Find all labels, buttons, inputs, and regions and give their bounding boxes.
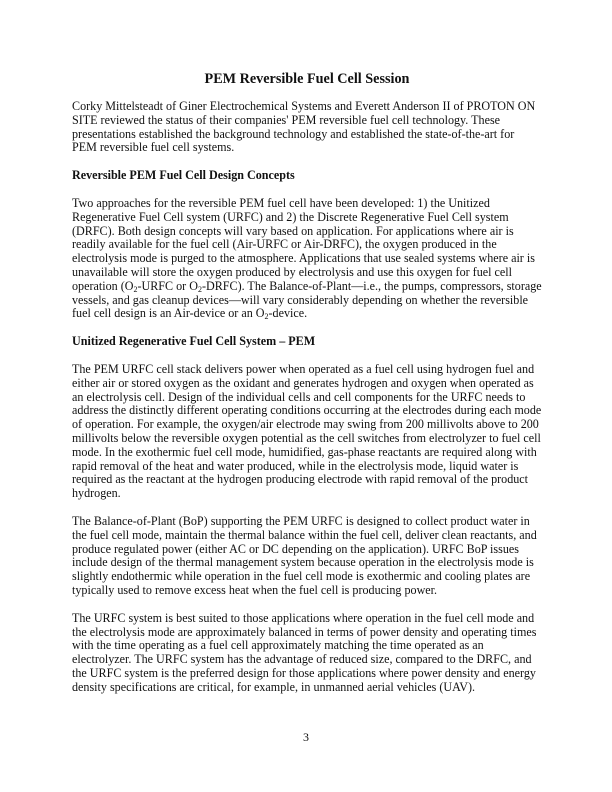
text-run: Two approaches for the reversible PEM fuel cell have been developed: 1) the Unitized Regenerative Fuel Cell system (URFC) and 2) the Discrete Regenerative Fuel Cell system (DRFC). Both design concepts will vary based on application. For applications where air is readily available for the fuel cell (Air-URFC or Air-DRFC), the oxygen produced in the electrolysis mode is purged to the atmosphere. Applications that use sealed systems where air is unavailable will store the oxygen produced by electrolysis and use this oxygen for fuel cell operation (O	[72, 195, 535, 293]
urfc-paragraph-1: The PEM URFC cell stack delivers power when operated as a fuel cell using hydrogen fuel and either air or stored oxygen as the oxidant and generates hydrogen and oxygen when operated as an electrolysis cell. Design of the individual cells and cell components for the URFC needs to address the distinctly different operating conditions occurring at the electrodes during each mode of operation. For example, the oxygen/air electrode may swing from 200 millivolts above to 200 millivolts below the reversible oxygen potential as the cell switches from electrolyzer to fuel cell mode. In the exothermic fuel cell mode, humidified, gas-phase reactants are required along with rapid removal of the heat and water produced, while in the electrolysis mode, liquid water is required as the reactant at the hydrogen producing electrode with rapid removal of the product hydrogen.	[72, 361, 542, 501]
intro-paragraph: Corky Mittelsteadt of Giner Electrochemical Systems and Everett Anderson II of PROTON ON SITE reviewed the status of their companies' PEM reversible fuel cell technology. These presentations established the background technology and established the state-of-the-art for PEM reversible fuel cell systems.	[72, 99, 536, 155]
subscript: 2	[264, 312, 269, 322]
page-number: 3	[303, 730, 309, 744]
urfc-paragraph-2: The Balance-of-Plant (BoP) supporting the PEM URFC is designed to collect product water in the fuel cell mode, maintain the thermal balance within the fuel cell, deliver clean reactants, and produce regulated power (either AC or DC depending on the application). URFC BoP issues include design of the thermal management system because operation in the electrolysis mode is slightly endothermic while operation in the fuel cell mode is exothermic and cooling plates are typically used to remove excess heat when the fuel cell is producing power.	[72, 513, 537, 597]
urfc-paragraph-3: The URFC system is best suited to those applications where operation in the fuel cell mode and the electrolysis mode are approximately balanced in terms of power density and operating times with the time operating as a fuel cell approximately matching the time operated as an electrolyzer. The URFC system has the advantage of reduced size, compared to the DRFC, and the URFC system is the preferred design for those applications where power density and energy density specifications are critical, for example, in unmanned aerial vehicles (UAV).	[72, 610, 537, 694]
design-concepts-paragraph	[72, 197, 542, 321]
subscript: 2	[197, 284, 202, 294]
text-run: -DRFC). The Balance-of-Plant—i.e., the pumps, compressors, storage vessels, and gas cleanup devices—will vary considerably depending on whether the reversible fuel cell design is an Air-device or an O	[72, 278, 542, 321]
section-heading-design-concepts: Reversible PEM Fuel Cell Design Concepts	[72, 168, 295, 183]
section-heading-urfc: Unitized Regenerative Fuel Cell System – PEM	[72, 334, 316, 349]
document-page	[72, 70, 542, 708]
text-run: -URFC or O	[137, 278, 198, 293]
subscript: 2	[133, 284, 138, 294]
text-run: -device.	[268, 306, 308, 321]
document-title: PEM Reversible Fuel Cell Session	[204, 71, 410, 87]
